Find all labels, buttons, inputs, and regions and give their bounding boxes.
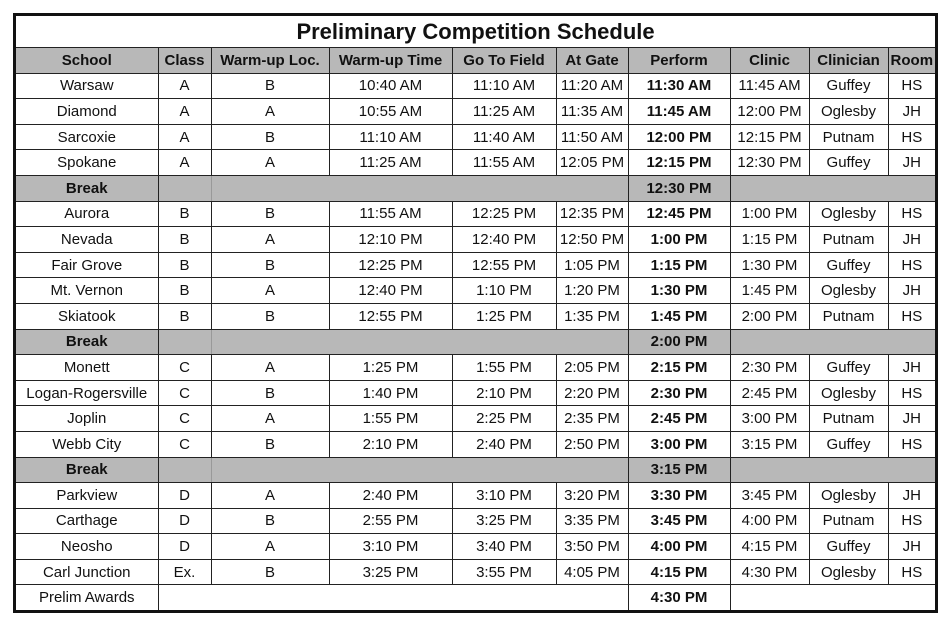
go-to-field-cell: 11:40 AM [452, 124, 556, 150]
clinic-time-cell: 1:30 PM [730, 252, 809, 278]
table-row [16, 431, 935, 457]
at-gate-cell: 1:35 PM [556, 303, 628, 329]
warmup-loc-cell: A [211, 278, 329, 304]
at-gate-cell: 11:50 AM [556, 124, 628, 150]
clinic-time-cell: 4:15 PM [730, 534, 809, 560]
column-header-school: School [16, 48, 158, 74]
room-cell: HS [888, 252, 935, 278]
header-row [16, 48, 935, 74]
table-row [16, 150, 935, 176]
table-row [16, 355, 935, 381]
awards-span-cell [730, 585, 935, 610]
schedule-table [16, 16, 935, 610]
room-cell: JH [888, 355, 935, 381]
clinician-cell: Oglesby [809, 380, 888, 406]
room-cell: HS [888, 124, 935, 150]
perform-time-cell: 1:00 PM [628, 227, 730, 253]
schedule-body [16, 73, 935, 610]
warmup-loc-cell: A [211, 483, 329, 509]
warmup-time-cell: 2:40 PM [329, 483, 452, 509]
table-row [16, 406, 935, 432]
perform-time-cell: 1:15 PM [628, 252, 730, 278]
table-row [16, 278, 935, 304]
school-cell: Aurora [16, 201, 158, 227]
perform-time-cell: 12:45 PM [628, 201, 730, 227]
table-row [16, 483, 935, 509]
clinic-time-cell: 2:45 PM [730, 380, 809, 406]
at-gate-cell: 2:35 PM [556, 406, 628, 432]
perform-time-cell: 3:30 PM [628, 483, 730, 509]
awards-span-cell [158, 585, 628, 610]
at-gate-cell: 1:05 PM [556, 252, 628, 278]
warmup-time-cell: 11:25 AM [329, 150, 452, 176]
break-class-cell [158, 457, 211, 483]
class-cell: C [158, 406, 211, 432]
clinic-time-cell: 12:30 PM [730, 150, 809, 176]
clinic-time-cell: 12:00 PM [730, 99, 809, 125]
clinic-time-cell: 2:30 PM [730, 355, 809, 381]
go-to-field-cell: 11:55 AM [452, 150, 556, 176]
perform-time-cell: 3:00 PM [628, 431, 730, 457]
room-cell: HS [888, 303, 935, 329]
room-cell: HS [888, 559, 935, 585]
go-to-field-cell: 12:25 PM [452, 201, 556, 227]
school-cell: Spokane [16, 150, 158, 176]
table-row [16, 303, 935, 329]
school-cell: Joplin [16, 406, 158, 432]
break-span-cell [730, 175, 935, 201]
warmup-time-cell: 1:55 PM [329, 406, 452, 432]
awards-perform-time: 4:30 PM [628, 585, 730, 610]
column-header-perform: Perform [628, 48, 730, 74]
warmup-loc-cell: B [211, 559, 329, 585]
warmup-time-cell: 11:55 AM [329, 201, 452, 227]
class-cell: C [158, 431, 211, 457]
clinician-cell: Putnam [809, 406, 888, 432]
warmup-loc-cell: A [211, 355, 329, 381]
school-cell: Sarcoxie [16, 124, 158, 150]
table-row [16, 124, 935, 150]
warmup-loc-cell: B [211, 252, 329, 278]
go-to-field-cell: 12:40 PM [452, 227, 556, 253]
column-header-warmup-loc: Warm-up Loc. [211, 48, 329, 74]
class-cell: A [158, 124, 211, 150]
clinic-time-cell: 1:00 PM [730, 201, 809, 227]
table-row [16, 534, 935, 560]
go-to-field-cell: 2:10 PM [452, 380, 556, 406]
table-row [16, 201, 935, 227]
at-gate-cell: 12:05 PM [556, 150, 628, 176]
page-title: Preliminary Competition Schedule [16, 16, 935, 48]
school-cell: Parkview [16, 483, 158, 509]
break-label: Break [16, 329, 158, 355]
break-span-cell [211, 175, 628, 201]
warmup-time-cell: 2:10 PM [329, 431, 452, 457]
at-gate-cell: 12:35 PM [556, 201, 628, 227]
column-header-clinician: Clinician [809, 48, 888, 74]
at-gate-cell: 4:05 PM [556, 559, 628, 585]
warmup-time-cell: 12:40 PM [329, 278, 452, 304]
break-row [16, 457, 935, 483]
clinician-cell: Oglesby [809, 483, 888, 509]
at-gate-cell: 11:35 AM [556, 99, 628, 125]
column-header-warmup-time: Warm-up Time [329, 48, 452, 74]
perform-time-cell: 12:00 PM [628, 124, 730, 150]
warmup-loc-cell: A [211, 99, 329, 125]
warmup-loc-cell: A [211, 406, 329, 432]
clinic-time-cell: 3:15 PM [730, 431, 809, 457]
at-gate-cell: 12:50 PM [556, 227, 628, 253]
go-to-field-cell: 1:10 PM [452, 278, 556, 304]
clinic-time-cell: 3:00 PM [730, 406, 809, 432]
room-cell: JH [888, 278, 935, 304]
class-cell: D [158, 508, 211, 534]
class-cell: A [158, 73, 211, 99]
warmup-loc-cell: B [211, 508, 329, 534]
at-gate-cell: 2:20 PM [556, 380, 628, 406]
room-cell: JH [888, 227, 935, 253]
school-cell: Monett [16, 355, 158, 381]
class-cell: D [158, 483, 211, 509]
table-row [16, 252, 935, 278]
room-cell: HS [888, 431, 935, 457]
clinician-cell: Putnam [809, 124, 888, 150]
perform-time-cell: 1:30 PM [628, 278, 730, 304]
room-cell: JH [888, 150, 935, 176]
table-row [16, 559, 935, 585]
go-to-field-cell: 3:40 PM [452, 534, 556, 560]
perform-time-cell: 2:30 PM [628, 380, 730, 406]
clinician-cell: Putnam [809, 303, 888, 329]
table-row [16, 380, 935, 406]
class-cell: Ex. [158, 559, 211, 585]
room-cell: JH [888, 99, 935, 125]
class-cell: B [158, 227, 211, 253]
clinician-cell: Guffey [809, 150, 888, 176]
warmup-loc-cell: B [211, 303, 329, 329]
at-gate-cell: 2:50 PM [556, 431, 628, 457]
at-gate-cell: 1:20 PM [556, 278, 628, 304]
warmup-time-cell: 12:55 PM [329, 303, 452, 329]
column-header-at-gate: At Gate [556, 48, 628, 74]
go-to-field-cell: 1:55 PM [452, 355, 556, 381]
warmup-loc-cell: A [211, 534, 329, 560]
break-row [16, 329, 935, 355]
warmup-time-cell: 12:10 PM [329, 227, 452, 253]
table-row [16, 508, 935, 534]
room-cell: JH [888, 534, 935, 560]
break-span-cell [211, 329, 628, 355]
warmup-loc-cell: A [211, 227, 329, 253]
warmup-loc-cell: A [211, 150, 329, 176]
warmup-time-cell: 1:25 PM [329, 355, 452, 381]
clinic-time-cell: 1:45 PM [730, 278, 809, 304]
clinician-cell: Oglesby [809, 559, 888, 585]
table-row [16, 99, 935, 125]
break-span-cell [730, 457, 935, 483]
column-header-clinic: Clinic [730, 48, 809, 74]
go-to-field-cell: 3:25 PM [452, 508, 556, 534]
school-cell: Nevada [16, 227, 158, 253]
break-perform-time: 12:30 PM [628, 175, 730, 201]
school-cell: Skiatook [16, 303, 158, 329]
class-cell: D [158, 534, 211, 560]
class-cell: C [158, 380, 211, 406]
perform-time-cell: 4:00 PM [628, 534, 730, 560]
clinician-cell: Putnam [809, 508, 888, 534]
warmup-loc-cell: B [211, 201, 329, 227]
school-cell: Webb City [16, 431, 158, 457]
perform-time-cell: 4:15 PM [628, 559, 730, 585]
perform-time-cell: 11:30 AM [628, 73, 730, 99]
go-to-field-cell: 2:40 PM [452, 431, 556, 457]
room-cell: HS [888, 380, 935, 406]
clinician-cell: Putnam [809, 227, 888, 253]
go-to-field-cell: 2:25 PM [452, 406, 556, 432]
clinician-cell: Oglesby [809, 99, 888, 125]
school-cell: Carl Junction [16, 559, 158, 585]
school-cell: Diamond [16, 99, 158, 125]
clinician-cell: Oglesby [809, 201, 888, 227]
class-cell: B [158, 278, 211, 304]
clinician-cell: Guffey [809, 534, 888, 560]
school-cell: Fair Grove [16, 252, 158, 278]
break-class-cell [158, 175, 211, 201]
break-label: Break [16, 457, 158, 483]
room-cell: HS [888, 508, 935, 534]
perform-time-cell: 1:45 PM [628, 303, 730, 329]
school-cell: Warsaw [16, 73, 158, 99]
go-to-field-cell: 12:55 PM [452, 252, 556, 278]
column-header-room: Room [888, 48, 935, 74]
class-cell: B [158, 303, 211, 329]
table-row [16, 227, 935, 253]
perform-time-cell: 11:45 AM [628, 99, 730, 125]
clinic-time-cell: 2:00 PM [730, 303, 809, 329]
go-to-field-cell: 1:25 PM [452, 303, 556, 329]
at-gate-cell: 3:20 PM [556, 483, 628, 509]
school-cell: Carthage [16, 508, 158, 534]
break-perform-time: 3:15 PM [628, 457, 730, 483]
class-cell: A [158, 150, 211, 176]
clinician-cell: Guffey [809, 73, 888, 99]
clinician-cell: Guffey [809, 252, 888, 278]
go-to-field-cell: 3:55 PM [452, 559, 556, 585]
warmup-loc-cell: B [211, 73, 329, 99]
perform-time-cell: 12:15 PM [628, 150, 730, 176]
clinic-time-cell: 12:15 PM [730, 124, 809, 150]
warmup-loc-cell: B [211, 124, 329, 150]
awards-label: Prelim Awards [16, 585, 158, 610]
warmup-time-cell: 2:55 PM [329, 508, 452, 534]
break-class-cell [158, 329, 211, 355]
warmup-loc-cell: B [211, 431, 329, 457]
class-cell: B [158, 201, 211, 227]
table-row [16, 73, 935, 99]
break-perform-time: 2:00 PM [628, 329, 730, 355]
go-to-field-cell: 11:10 AM [452, 73, 556, 99]
class-cell: B [158, 252, 211, 278]
clinic-time-cell: 11:45 AM [730, 73, 809, 99]
clinic-time-cell: 4:30 PM [730, 559, 809, 585]
class-cell: A [158, 99, 211, 125]
class-cell: C [158, 355, 211, 381]
column-header-class: Class [158, 48, 211, 74]
warmup-time-cell: 12:25 PM [329, 252, 452, 278]
column-header-go-to-field: Go To Field [452, 48, 556, 74]
perform-time-cell: 3:45 PM [628, 508, 730, 534]
clinician-cell: Guffey [809, 431, 888, 457]
clinician-cell: Oglesby [809, 278, 888, 304]
clinic-time-cell: 4:00 PM [730, 508, 809, 534]
warmup-time-cell: 1:40 PM [329, 380, 452, 406]
awards-row [16, 585, 935, 610]
warmup-time-cell: 3:25 PM [329, 559, 452, 585]
warmup-time-cell: 10:40 AM [329, 73, 452, 99]
warmup-time-cell: 3:10 PM [329, 534, 452, 560]
perform-time-cell: 2:45 PM [628, 406, 730, 432]
school-cell: Neosho [16, 534, 158, 560]
room-cell: HS [888, 201, 935, 227]
warmup-loc-cell: B [211, 380, 329, 406]
room-cell: HS [888, 73, 935, 99]
at-gate-cell: 3:50 PM [556, 534, 628, 560]
warmup-time-cell: 10:55 AM [329, 99, 452, 125]
perform-time-cell: 2:15 PM [628, 355, 730, 381]
clinician-cell: Guffey [809, 355, 888, 381]
go-to-field-cell: 11:25 AM [452, 99, 556, 125]
clinic-time-cell: 1:15 PM [730, 227, 809, 253]
break-span-cell [211, 457, 628, 483]
at-gate-cell: 2:05 PM [556, 355, 628, 381]
school-cell: Logan-Rogersville [16, 380, 158, 406]
break-span-cell [730, 329, 935, 355]
clinic-time-cell: 3:45 PM [730, 483, 809, 509]
schedule-sheet [13, 13, 938, 613]
warmup-time-cell: 11:10 AM [329, 124, 452, 150]
school-cell: Mt. Vernon [16, 278, 158, 304]
break-row [16, 175, 935, 201]
break-label: Break [16, 175, 158, 201]
room-cell: JH [888, 406, 935, 432]
go-to-field-cell: 3:10 PM [452, 483, 556, 509]
room-cell: JH [888, 483, 935, 509]
at-gate-cell: 3:35 PM [556, 508, 628, 534]
at-gate-cell: 11:20 AM [556, 73, 628, 99]
